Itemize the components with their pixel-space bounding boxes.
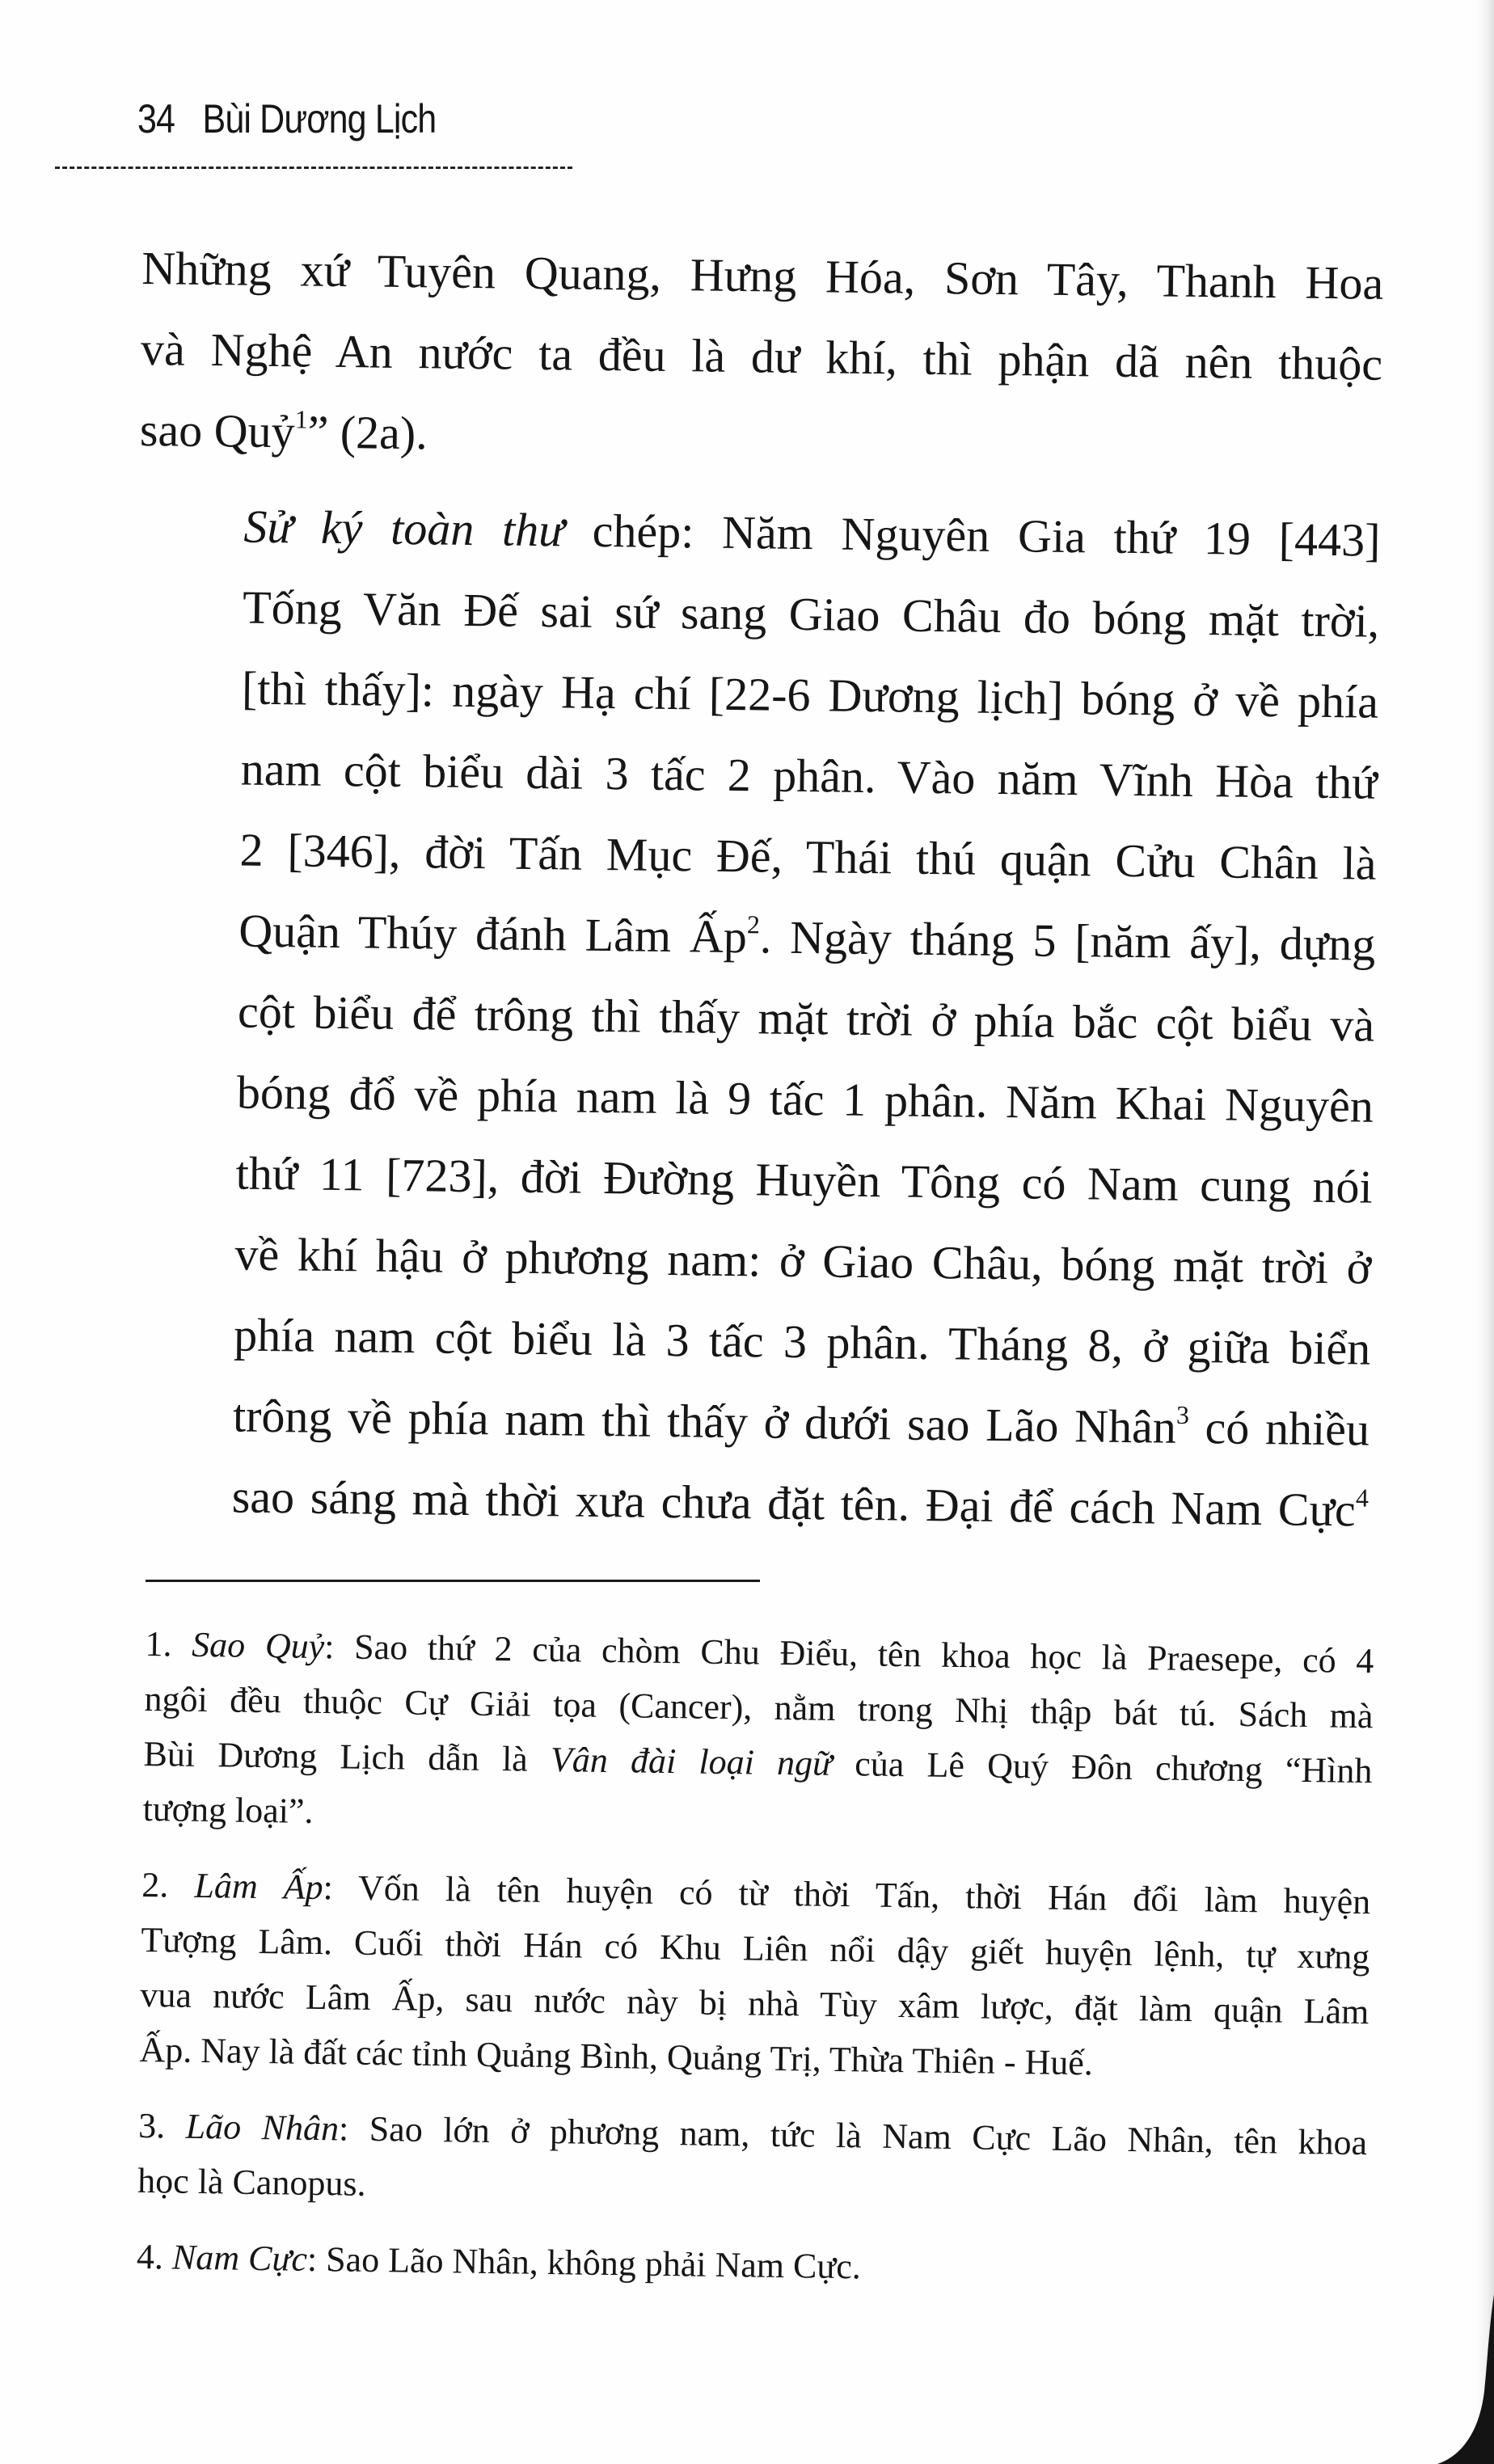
footnotes xyxy=(136,1617,1374,2323)
text-line: về khí hậu ở phương nam: ở Giao Châu, bóng mặt trời ở xyxy=(234,1227,1372,1294)
footnote-line: 2. Lâm Ấp: Vốn là tên huyện có từ thời Tấn, thời Hán đổi làm huyện xyxy=(141,1864,1371,1922)
footnote-term: Nam Cực xyxy=(171,2237,308,2279)
text-line: thứ 11 [723], đời Đường Huyền Tông có Nam cung nói xyxy=(235,1146,1374,1213)
text-line: Quận Thúy đánh Lâm Ấp$^2$. Ngày tháng 5 [năm ấy], dựng xyxy=(238,904,1376,971)
header-divider xyxy=(55,167,572,169)
text-line: 2 [346], đời Tấn Mục Đế, Thái thú quận Cửu Chân là xyxy=(239,823,1377,890)
text-line: trông về phía nam thì thấy ở dưới sao Lão Nhân$^3$ có nhiều xyxy=(232,1389,1370,1456)
text-line: Sử ký toàn thư chép: Năm Nguyên Gia thứ 19 [443] xyxy=(243,500,1381,567)
running-title: Bùi Dương Lịch xyxy=(202,96,437,141)
footnote-divider xyxy=(146,1580,760,1582)
footnote-term: Lâm Ấp xyxy=(194,1865,323,1908)
footnote-term: Sao Quỷ xyxy=(191,1624,325,1667)
footnote-line: vua nước Lâm Ấp, sau nước này bị nhà Tùy xâm lược, đặt làm quận Lâm xyxy=(140,1974,1370,2032)
page-number: 34 xyxy=(137,96,175,141)
text-line: bóng đổ về phía nam là 9 tấc 1 phân. Năm Khai Nguyên xyxy=(236,1065,1374,1133)
footnote-term: Lão Nhân xyxy=(185,2106,340,2149)
footnote-line: Tượng Lâm. Cuối thời Hán có Khu Liên nổi dậy giết huyện lệnh, tự xưng xyxy=(141,1919,1370,1977)
running-header xyxy=(137,95,436,142)
text-line: phía nam cột biểu là 3 tấc 3 phân. Tháng 8, ở giữa biển xyxy=(233,1308,1371,1375)
footnote-line: tượng loại”. xyxy=(142,1788,314,1831)
footnote-4 xyxy=(136,2230,1365,2302)
footnote-line: ngôi đều thuộc Cự Giải tọa (Cancer), nằm trong Nhị thập bát tú. Sách mà xyxy=(144,1678,1374,1736)
footnote-1 xyxy=(142,1617,1374,1854)
text-line: sao Quỷ$^1$” (2a). xyxy=(139,403,428,460)
text-line: và Nghệ An nước ta đều là dư khí, thì phận dã nên thuộc xyxy=(140,322,1383,390)
footnote-ref-3: 3 xyxy=(1175,1400,1190,1430)
footnote-3 xyxy=(137,2099,1368,2226)
text-line: sao sáng mà thời xưa chưa đặt tên. Đại để cách Nam Cực$^4$ xyxy=(231,1470,1370,1537)
footnote-line: Ấp. Nay là đất các tỉnh Quảng Bình, Quảng Trị, Thừa Thiên - Huế. xyxy=(139,2029,1094,2083)
footnote-line: 1. Sao Quỷ: Sao thứ 2 của chòm Chu Điểu, tên khoa học là Praesepe, có 4 xyxy=(145,1623,1374,1681)
footnote-line: học là Canopus. xyxy=(137,2160,366,2204)
book-title: Sử ký toàn thư xyxy=(243,500,565,557)
footnote-ref-1: 1 xyxy=(294,405,308,434)
text-line: Tống Văn Đế sai sứ sang Giao Châu đo bóng mặt trời, xyxy=(242,580,1380,648)
text-line: cột biểu để trông thì thấy mặt trời ở phía bắc cột biểu và xyxy=(237,985,1375,1052)
footnote-2 xyxy=(139,1858,1371,2095)
page-edge-shadow xyxy=(1476,0,1494,2464)
footnote-line: Bùi Dương Lịch dẫn là Vân đài loại ngữ của Lê Quý Đôn chương “Hình xyxy=(143,1733,1373,1791)
main-text xyxy=(126,228,1384,1551)
text-line: nam cột biểu dài 3 tấc 2 phân. Vào năm Vĩnh Hòa thứ xyxy=(240,742,1378,809)
footnote-line: 3. Lão Nhân: Sao lớn ở phương nam, tức là Nam Cực Lão Nhân, tên khoa xyxy=(137,2105,1368,2163)
paragraph-1 xyxy=(139,228,1384,486)
footnote-line: 4. Nam Cực: Sao Lão Nhân, không phải Nam Cực. xyxy=(136,2236,862,2287)
footnote-ref-4: 4 xyxy=(1355,1483,1370,1513)
paragraph-2 xyxy=(126,485,1381,1551)
page-curl-shadow xyxy=(1437,2294,1494,2464)
footnote-ref-2: 2 xyxy=(746,910,761,939)
text-line: [thì thấy]: ngày Hạ chí [22-6 Dương lịch] bóng ở về phía xyxy=(241,661,1379,728)
text-line: Những xứ Tuyên Quang, Hưng Hóa, Sơn Tây, Thanh Hoa xyxy=(141,241,1384,310)
